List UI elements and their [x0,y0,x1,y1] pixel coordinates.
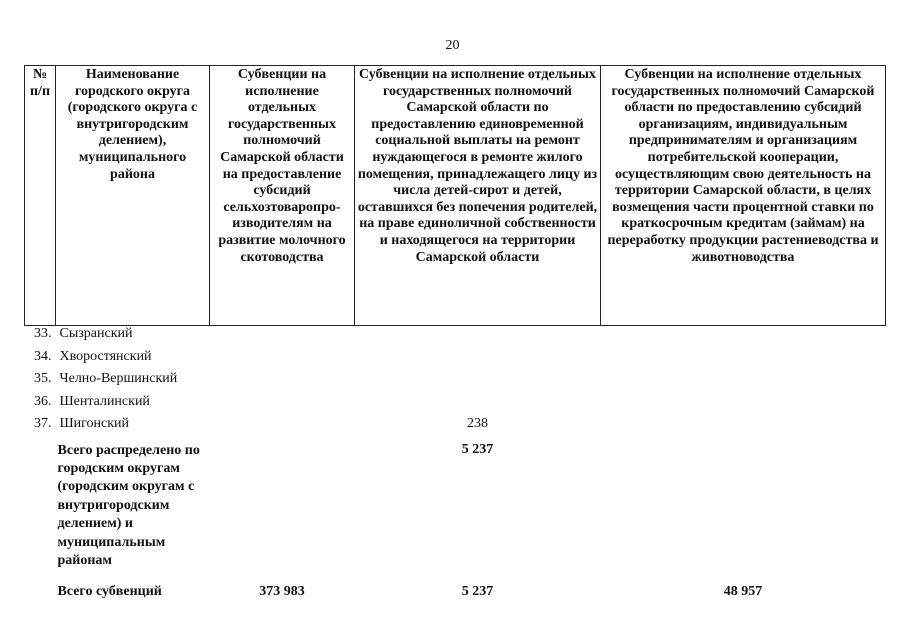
row-number: 37. [34,416,52,431]
orphan-housing-value: 238 [467,416,488,431]
distributed-total-label: Всего распределено по городским округам (городским округам с внутригородским делением) и муниципальным районам [57,442,200,568]
distributed-orphan-housing-value: 5 237 [461,441,494,457]
municipality-name: Сызранский [59,326,133,341]
distributed-credit-interest-value [601,439,886,582]
municipality-name: Челно-Вершинский [59,371,178,386]
distributed-total-row [25,439,886,582]
table-body [25,326,886,607]
grand-total-row [25,582,886,607]
municipality-name: Хворостянский [59,348,152,364]
row-number: 33. [34,326,52,341]
subventions-table [24,65,886,606]
credit-interest-value [601,371,886,394]
page-number: 20 [445,38,460,53]
orphan-housing-value [355,349,601,372]
orphan-housing-value [355,326,601,349]
table-row [25,394,886,417]
table-row [25,371,886,394]
municipality-name: Шенталинский [59,393,150,409]
row-number: 36. [34,393,52,409]
credit-interest-value [601,326,886,349]
orphan-housing-value [355,394,601,417]
credit-interest-value [601,394,886,417]
table-row [25,416,886,439]
header-municipality-name: Наименование городского округа (городского округа с внутригородским делением), муниципального района [56,66,210,326]
orphan-housing-value [355,371,601,394]
dairy-value [210,349,355,372]
dairy-value [210,416,355,439]
municipality-name: Шигонский [59,416,130,431]
table-row [25,349,886,372]
table-row [25,326,886,349]
credit-interest-value [601,416,886,439]
row-number: 34. [34,348,52,364]
header-row [25,66,886,326]
header-number: № п/п [25,66,56,326]
grand-total-orphan-housing-value: 5 237 [461,583,494,599]
header-dairy-subvention: Субвенции на исполнение отдельных государственных полномочий Самарской области на предоставление субсидий сельхозтоваропро-изводителям на развитие молочного скотоводства [210,66,355,326]
dairy-value [210,371,355,394]
distributed-dairy-value [210,439,355,582]
dairy-value [210,394,355,417]
table-header [25,66,886,326]
credit-interest-value [601,349,886,372]
grand-total-credit-interest-value: 48 957 [723,583,763,599]
row-number: 35. [34,371,52,386]
header-orphan-housing-subvention: Субвенции на исполнение отдельных государственных полномочий Самарской области по предоставлению единовременной социальной выплаты на ремонт нуждающегося в ремонте жилого помещения, принадлежащего лицу из числа детей-сирот и детей, оставшихся без попечения родителей, на праве единоличной собственности и находящегося на территории Самарской области [355,66,601,326]
dairy-value [210,326,355,349]
grand-total-dairy-value: 373 983 [259,583,305,599]
header-credit-interest-subvention: Субвенции на исполнение отдельных государственных полномочий Самарской области по предоставлению субсидий организациям, индивидуальным предпринимателям и организациям потребительской кооперации, осуществляющим свою деятельность на территории Самарской области, в целях возмещения части процентной ставки по краткосрочным кредитам (займам) на переработку продукции растениеводства и животноводства [601,66,886,326]
grand-total-label: Всего субвенций [57,583,162,599]
